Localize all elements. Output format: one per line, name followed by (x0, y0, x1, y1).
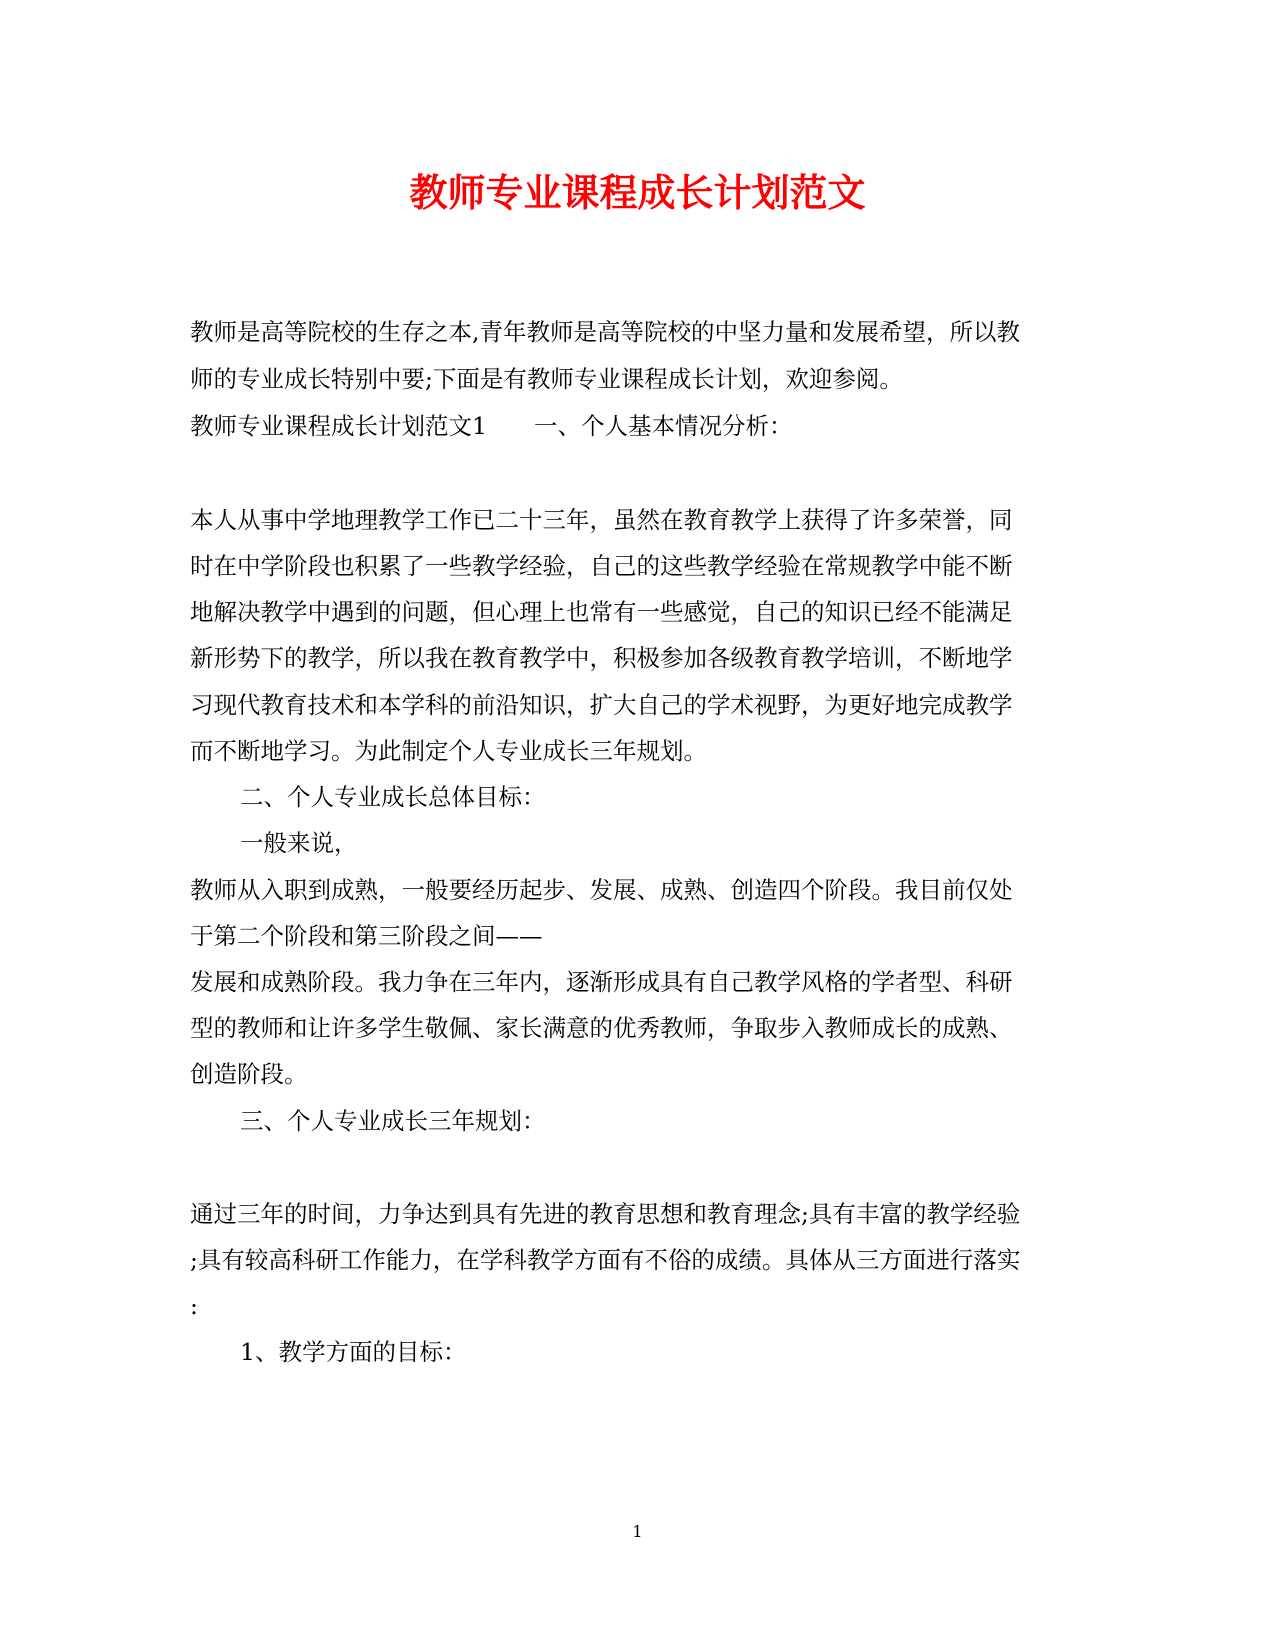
paragraph-line: 教师专业课程成长计划范文1 一、个人基本情况分析： (190, 412, 793, 440)
section-heading: 三、个人专业成长三年规划： (240, 1107, 546, 1135)
section-heading: 二、个人专业成长总体目标： (240, 783, 546, 811)
paragraph-line: 型的教师和让许多学生敬佩、家长满意的优秀教师，争取步入教师成长的成熟、 (190, 1014, 1013, 1042)
paragraph-line: 时在中学阶段也积累了一些教学经验，自己的这些教学经验在常规教学中能不断 (190, 552, 1013, 580)
paragraph-line: 通过三年的时间，力争达到具有先进的教育思想和教育理念;具有丰富的教学经验 (190, 1200, 1021, 1228)
paragraph-line: 教师从入职到成熟，一般要经历起步、发展、成熟、创造四个阶段。我目前仅处 (190, 876, 1013, 904)
paragraph-line: 地解决教学中遇到的问题，但心理上也常有一些感觉，自己的知识已经不能满足 (190, 598, 1013, 626)
paragraph-line: 而不断地学习。为此制定个人专业成长三年规划。 (190, 737, 707, 765)
paragraph-line: ;具有较高科研工作能力，在学科教学方面有不俗的成绩。具体从三方面进行落实 (190, 1246, 1021, 1274)
paragraph-line: 一般来说， (240, 829, 358, 857)
paragraph-line: : (190, 1292, 198, 1320)
document-title: 教师专业课程成长计划范文 (409, 170, 866, 215)
paragraph-line: 发展和成熟阶段。我力争在三年内，逐渐形成具有自己教学风格的学者型、科研 (190, 968, 1013, 996)
paragraph-line: 于第二个阶段和第三阶段之间—— (190, 922, 543, 950)
paragraph-line: 教师是高等院校的生存之本,青年教师是高等院校的中坚力量和发展希望，所以教 (190, 318, 1020, 346)
page-number: 1 (632, 1522, 643, 1541)
paragraph-line: 习现代教育技术和本学科的前沿知识，扩大自己的学术视野，为更好地完成教学 (190, 691, 1013, 719)
paragraph-line: 新形势下的教学，所以我在教育教学中，积极参加各级教育教学培训，不断地学 (190, 644, 1013, 672)
paragraph-line: 本人从事中学地理教学工作已二十三年，虽然在教育教学上获得了许多荣誉，同 (190, 506, 1013, 534)
paragraph-line: 师的专业成长特别中要;下面是有教师专业课程成长计划，欢迎参阅。 (190, 365, 903, 393)
paragraph-line: 创造阶段。 (190, 1060, 308, 1088)
subsection-heading: 1、教学方面的目标： (240, 1338, 467, 1366)
